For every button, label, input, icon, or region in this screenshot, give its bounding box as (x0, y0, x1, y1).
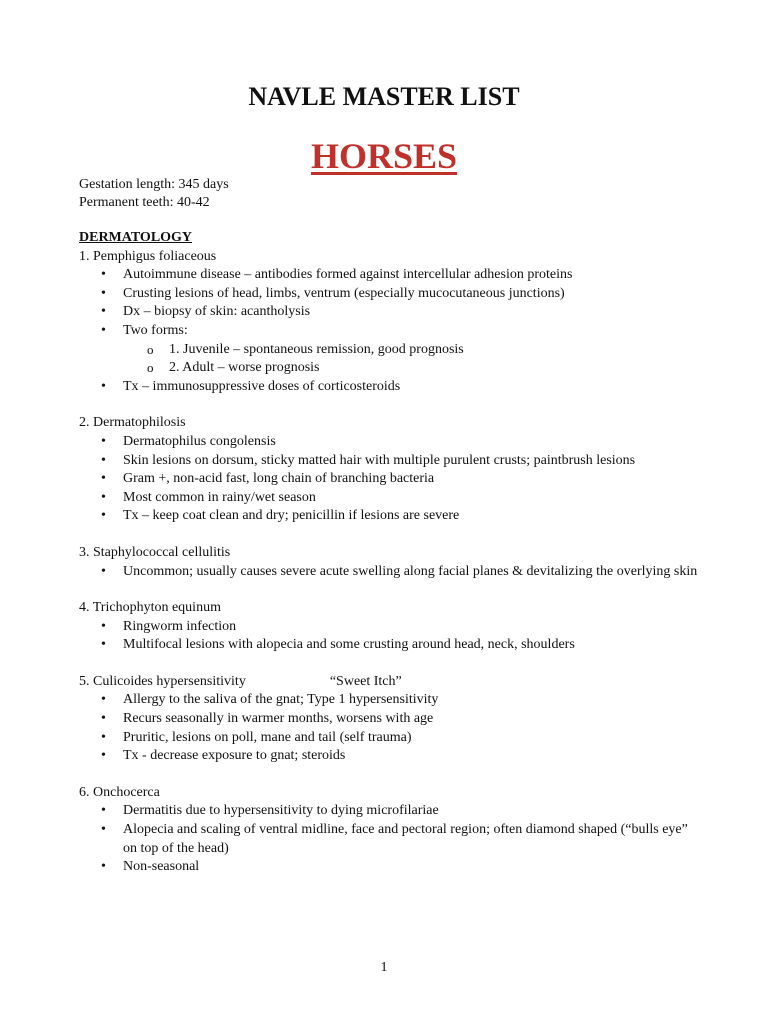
bullet-item (79, 636, 699, 655)
document-subtitle: HORSES (310, 136, 458, 176)
bullet-list (79, 691, 699, 765)
bullet-text: Gram +, non-acid fast, long chain of branching bacteria (123, 471, 435, 487)
bullet-item (79, 489, 699, 508)
bullet-item (79, 507, 699, 526)
bullet-text: Ringworm infection (123, 618, 237, 634)
bullet-text: Most common in rainy/wet season (123, 489, 316, 505)
bullet-item (79, 618, 699, 637)
bullet-text: Pruritic, lesions on poll, mane and tail (self trauma) (123, 729, 412, 745)
bullet-item (79, 691, 699, 710)
topic-title-text: 5. Culicoides hypersensitivity (79, 673, 246, 689)
topic-item (79, 544, 699, 581)
bullet-item (79, 858, 699, 877)
bullet-list (79, 563, 699, 582)
topic-item (79, 248, 699, 397)
bullet-item (79, 303, 699, 322)
bullet-item (79, 802, 699, 821)
topic-title-text: 6. Onchocerca (79, 784, 160, 800)
bullet-list (79, 618, 699, 655)
bullet-item (79, 452, 699, 471)
document-title: NAVLE MASTER LIST (248, 82, 520, 111)
page-number: 1 (380, 960, 388, 975)
topic-title-text: 3. Staphylococcal cellulitis (79, 544, 231, 560)
bullet-text: Tx – immunosuppressive doses of corticosteroids (123, 378, 401, 394)
bullet-item (79, 710, 699, 729)
topic-title (79, 414, 699, 433)
bullet-text: Tx - decrease exposure to gnat; steroids (123, 748, 346, 764)
topic-title (79, 599, 699, 618)
bullet-item (79, 322, 699, 378)
bullet-text: Multifocal lesions with alopecia and some crusting around head, neck, shoulders (123, 637, 575, 653)
bullet-item (79, 563, 699, 582)
bullet-list (79, 266, 699, 396)
bullet-text: Dermatitis due to hypersensitivity to dying microfilariae (123, 803, 439, 819)
bullet-list (79, 802, 699, 876)
bullet-text: Two forms: (123, 322, 188, 338)
topic-title (79, 784, 699, 803)
bullet-item (79, 470, 699, 489)
bullet-item (79, 266, 699, 285)
sub-bullet-item: o 1. Juvenile – spontaneous remission, good prognosis (123, 341, 699, 360)
bullet-text: Autoimmune disease – antibodies formed against intercellular adhesion proteins (123, 267, 573, 283)
bullet-list (79, 433, 699, 526)
section-heading: DERMATOLOGY (79, 230, 193, 245)
bullet-text: Tx – keep coat clean and dry; penicillin if lesions are severe (123, 508, 460, 524)
bullet-text: Recurs seasonally in warmer months, worsens with age (123, 711, 434, 727)
facts-block (79, 176, 699, 212)
fact-teeth: Permanent teeth: 40-42 (79, 195, 210, 210)
bullet-text: Dermatophilus congolensis (123, 433, 276, 449)
sub-bullet-list (123, 341, 699, 378)
topic-list (79, 248, 699, 877)
bullet-item (79, 821, 699, 858)
topic-item (79, 673, 699, 766)
bullet-text: Non-seasonal (123, 859, 200, 875)
topic-item (79, 784, 699, 877)
topic-alias: “Sweet Itch” (329, 673, 402, 689)
topic-item (79, 599, 699, 655)
bullet-text: Alopecia and scaling of ventral midline, face and pectoral region; often diamond shaped (“bulls eye” on top of the head) (123, 822, 688, 856)
bullet-item (79, 729, 699, 748)
bullet-text: Dx – biopsy of skin: acantholysis (123, 304, 311, 320)
topic-title-text: 1. Pemphigus foliaceous (79, 248, 217, 264)
bullet-item (79, 747, 699, 766)
section-content (79, 229, 699, 877)
sub-bullet-item: o 2. Adult – worse prognosis (123, 359, 699, 378)
bullet-text: Crusting lesions of head, limbs, ventrum (especially mucocutaneous junctions) (123, 285, 565, 301)
topic-title (79, 248, 699, 267)
topic-title (79, 544, 699, 563)
topic-title-text: 2. Dermatophilosis (79, 415, 186, 431)
bullet-item (79, 378, 699, 397)
topic-title (79, 673, 699, 692)
bullet-text: Allergy to the saliva of the gnat; Type 1 hypersensitivity (123, 692, 439, 708)
fact-gestation: Gestation length: 345 days (79, 177, 229, 192)
topic-item (79, 414, 699, 526)
topic-title-text: 4. Trichophyton equinum (79, 600, 221, 616)
bullet-text: Uncommon; usually causes severe acute swelling along facial planes & devitalizing the overlying skin (123, 563, 698, 579)
bullet-text: Skin lesions on dorsum, sticky matted hair with multiple purulent crusts; paintbrush lesions (123, 452, 636, 468)
bullet-item (79, 433, 699, 452)
bullet-item (79, 285, 699, 304)
